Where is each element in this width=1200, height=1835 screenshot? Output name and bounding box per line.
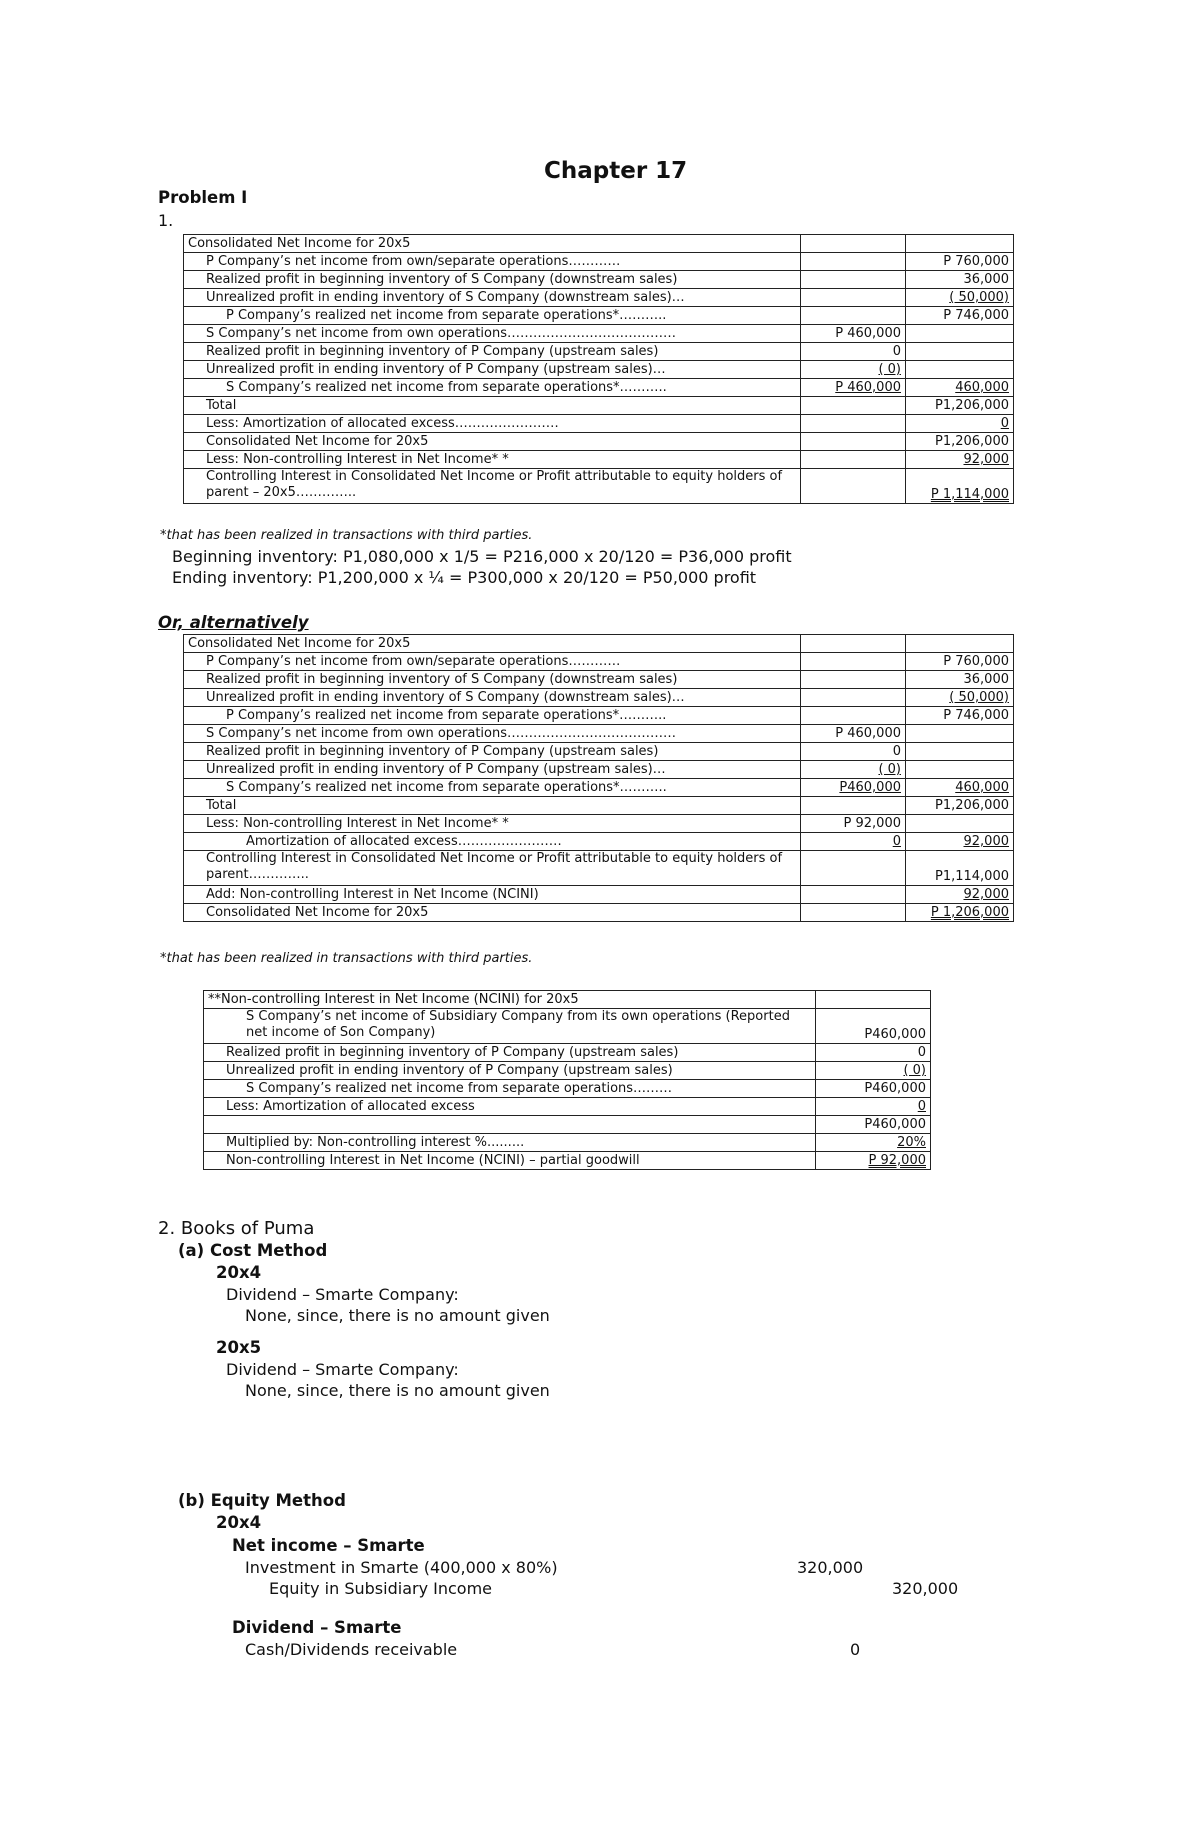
row-label: Consolidated Net Income for 20x5 [184, 433, 801, 451]
cost-20x4-note: None, since, there is no amount given [245, 1306, 550, 1325]
row-label: Realized profit in beginning inventory of P Company (upstream sales) [184, 743, 801, 761]
row-label: Controlling Interest in Consolidated Net Income or Profit attributable to equity holders of parent………….. [184, 851, 801, 886]
row-label: Unrealized profit in ending inventory of P Company (upstream sales) [204, 1062, 816, 1080]
je-debit-cash-label: Cash/Dividends receivable [245, 1640, 458, 1659]
amount: ( 0) [801, 361, 906, 379]
amount: 92,000 [906, 833, 1014, 851]
amount: 0 [801, 343, 906, 361]
table-row [184, 671, 1014, 689]
equity-method-heading: (b) Equity Method [178, 1491, 346, 1510]
amount: P 1,114,000 [906, 469, 1014, 504]
amount: 0 [801, 743, 906, 761]
je-debit-investment-amount: 320,000 [797, 1558, 864, 1577]
amount: 0 [801, 833, 906, 851]
amount: P 746,000 [906, 707, 1014, 725]
table-row [184, 904, 1014, 922]
amount: ( 50,000) [906, 289, 1014, 307]
table-row [184, 433, 1014, 451]
table-row [204, 1009, 931, 1044]
amount: P 746,000 [906, 307, 1014, 325]
table-row [204, 1080, 931, 1098]
row-label: P Company’s net income from own/separate operations………… [184, 253, 801, 271]
row-label: Realized profit in beginning inventory of P Company (upstream sales) [204, 1044, 816, 1062]
chapter-title: Chapter 17 [544, 158, 688, 184]
row-label: S Company’s net income from own operations………………………………… [184, 725, 801, 743]
table-row [204, 1152, 931, 1170]
ncini-table [203, 990, 931, 1170]
row-label: Total [184, 797, 801, 815]
amount: 0 [816, 1044, 931, 1062]
amount: 460,000 [906, 379, 1014, 397]
cost-20x4-year: 20x4 [216, 1263, 262, 1282]
table-row [184, 379, 1014, 397]
cost-method-heading: (a) Cost Method [178, 1241, 328, 1260]
problem-heading: Problem I [158, 188, 248, 207]
row-label: Consolidated Net Income for 20x5 [184, 235, 801, 253]
row-label: P Company’s realized net income from separate operations*……….. [184, 707, 801, 725]
table-row [184, 289, 1014, 307]
amount: P460,000 [816, 1080, 931, 1098]
amount: P 760,000 [906, 653, 1014, 671]
table-row [184, 761, 1014, 779]
row-label: Amortization of allocated excess…………………… [184, 833, 801, 851]
amount: P 760,000 [906, 253, 1014, 271]
equity-dividend-heading: Dividend – Smarte [232, 1618, 402, 1637]
row-label: Unrealized profit in ending inventory of S Company (downstream sales)… [184, 689, 801, 707]
table-row [184, 725, 1014, 743]
row-label: Multiplied by: Non-controlling interest %......... [204, 1134, 816, 1152]
row-label: Unrealized profit in ending inventory of S Company (downstream sales)… [184, 289, 801, 307]
amount: P 460,000 [801, 325, 906, 343]
row-label: Less: Amortization of allocated excess [204, 1098, 816, 1116]
equity-net-income-heading: Net income – Smarte [232, 1536, 425, 1555]
amount: 0 [816, 1098, 931, 1116]
row-label: Less: Non-controlling Interest in Net Income* * [184, 815, 801, 833]
row-label: Add: Non-controlling Interest in Net Income (NCINI) [184, 886, 801, 904]
table-row [184, 635, 1014, 653]
row-label: Total [184, 397, 801, 415]
table-row [204, 1044, 931, 1062]
table-row [204, 1116, 931, 1134]
table-row [184, 325, 1014, 343]
amount: P1,206,000 [906, 397, 1014, 415]
table-row [184, 397, 1014, 415]
row-label: S Company’s net income from own operations………………………………… [184, 325, 801, 343]
row-label: S Company’s realized net income from separate operations*……….. [184, 379, 801, 397]
amount: ( 50,000) [906, 689, 1014, 707]
table-row [184, 653, 1014, 671]
je-credit-equity-label: Equity in Subsidiary Income [269, 1579, 492, 1598]
amount: P 460,000 [801, 725, 906, 743]
amount: P1,206,000 [906, 797, 1014, 815]
row-label: **Non-controlling Interest in Net Income (NCINI) for 20x5 [204, 991, 816, 1009]
table-row [204, 991, 931, 1009]
consolidated-net-income-table [183, 234, 1014, 504]
row-label: Unrealized profit in ending inventory of P Company (upstream sales)… [184, 761, 801, 779]
table-row [184, 451, 1014, 469]
footnote-third-parties-2: *that has been realized in transactions with third parties. [160, 951, 533, 966]
amount: 92,000 [906, 451, 1014, 469]
amount: P460,000 [816, 1009, 931, 1044]
row-label: S Company’s realized net income from separate operations*……….. [184, 779, 801, 797]
table-row [184, 797, 1014, 815]
amount: P1,206,000 [906, 433, 1014, 451]
table-row [184, 271, 1014, 289]
row-label: Realized profit in beginning inventory of S Company (downstream sales) [184, 671, 801, 689]
amount: P 92,000 [801, 815, 906, 833]
amount: P460,000 [801, 779, 906, 797]
amount: P 460,000 [801, 379, 906, 397]
row-label: Realized profit in beginning inventory of P Company (upstream sales) [184, 343, 801, 361]
ending-inventory-calc: Ending inventory: P1,200,000 x ¼ = P300,000 x 20/120 = P50,000 profit [172, 568, 757, 587]
amount: ( 0) [816, 1062, 931, 1080]
amount: 36,000 [906, 671, 1014, 689]
table-row [184, 743, 1014, 761]
table-row [204, 1098, 931, 1116]
row-label: Non-controlling Interest in Net Income (NCINI) – partial goodwill [204, 1152, 816, 1170]
cost-20x5-year: 20x5 [216, 1338, 262, 1357]
cost-20x5-dividend-label: Dividend – Smarte Company: [226, 1360, 459, 1379]
table-row [184, 707, 1014, 725]
row-label: Consolidated Net Income for 20x5 [184, 635, 801, 653]
row-label: P Company’s net income from own/separate operations………… [184, 653, 801, 671]
table-row [204, 1134, 931, 1152]
amount: P 92,000 [816, 1152, 931, 1170]
row-label [204, 1116, 816, 1134]
amount: P1,114,000 [906, 851, 1014, 886]
table-row [184, 361, 1014, 379]
books-of-puma-heading: 2. Books of Puma [158, 1218, 315, 1239]
row-label: Less: Amortization of allocated excess…………………… [184, 415, 801, 433]
table-row [184, 235, 1014, 253]
row-label: S Company’s net income of Subsidiary Company from its own operations (Reported net income of Son Company) [204, 1009, 816, 1044]
alternative-heading: Or, alternatively [158, 613, 309, 632]
cost-20x4-dividend-label: Dividend – Smarte Company: [226, 1285, 459, 1304]
table-row [184, 689, 1014, 707]
row-label: Unrealized profit in ending inventory of P Company (upstream sales)… [184, 361, 801, 379]
amount: P 1,206,000 [906, 904, 1014, 922]
row-label: Controlling Interest in Consolidated Net Income or Profit attributable to equity holders of parent – 20x5………….. [184, 469, 801, 504]
row-label: S Company’s realized net income from separate operations……… [204, 1080, 816, 1098]
je-debit-investment-label: Investment in Smarte (400,000 x 80%) [245, 1558, 558, 1577]
row-label: Realized profit in beginning inventory of S Company (downstream sales) [184, 271, 801, 289]
table-row [184, 469, 1014, 504]
je-debit-cash-amount: 0 [850, 1640, 861, 1659]
row-label: Less: Non-controlling Interest in Net Income* * [184, 451, 801, 469]
row-label: Consolidated Net Income for 20x5 [184, 904, 801, 922]
amount: ( 0) [801, 761, 906, 779]
table-row [184, 307, 1014, 325]
footnote-third-parties: *that has been realized in transactions with third parties. [160, 528, 533, 543]
amount: 20% [816, 1134, 931, 1152]
amount: 92,000 [906, 886, 1014, 904]
cost-20x5-note: None, since, there is no amount given [245, 1381, 550, 1400]
row-label: P Company’s realized net income from separate operations*……….. [184, 307, 801, 325]
amount: 36,000 [906, 271, 1014, 289]
table-row [204, 1062, 931, 1080]
amount: 460,000 [906, 779, 1014, 797]
je-credit-equity-amount: 320,000 [892, 1579, 959, 1598]
amount: 0 [906, 415, 1014, 433]
table-row [184, 833, 1014, 851]
table-row [184, 851, 1014, 886]
equity-20x4-year: 20x4 [216, 1513, 262, 1532]
table-row [184, 779, 1014, 797]
beginning-inventory-calc: Beginning inventory: P1,080,000 x 1/5 = P216,000 x 20/120 = P36,000 profit [172, 547, 792, 566]
table-row [184, 343, 1014, 361]
table-row [184, 415, 1014, 433]
amount: P460,000 [816, 1116, 931, 1134]
table-row [184, 815, 1014, 833]
alternative-net-income-table [183, 634, 1014, 922]
table-row [184, 886, 1014, 904]
item-number-1: 1. [158, 211, 174, 230]
table-row [184, 253, 1014, 271]
